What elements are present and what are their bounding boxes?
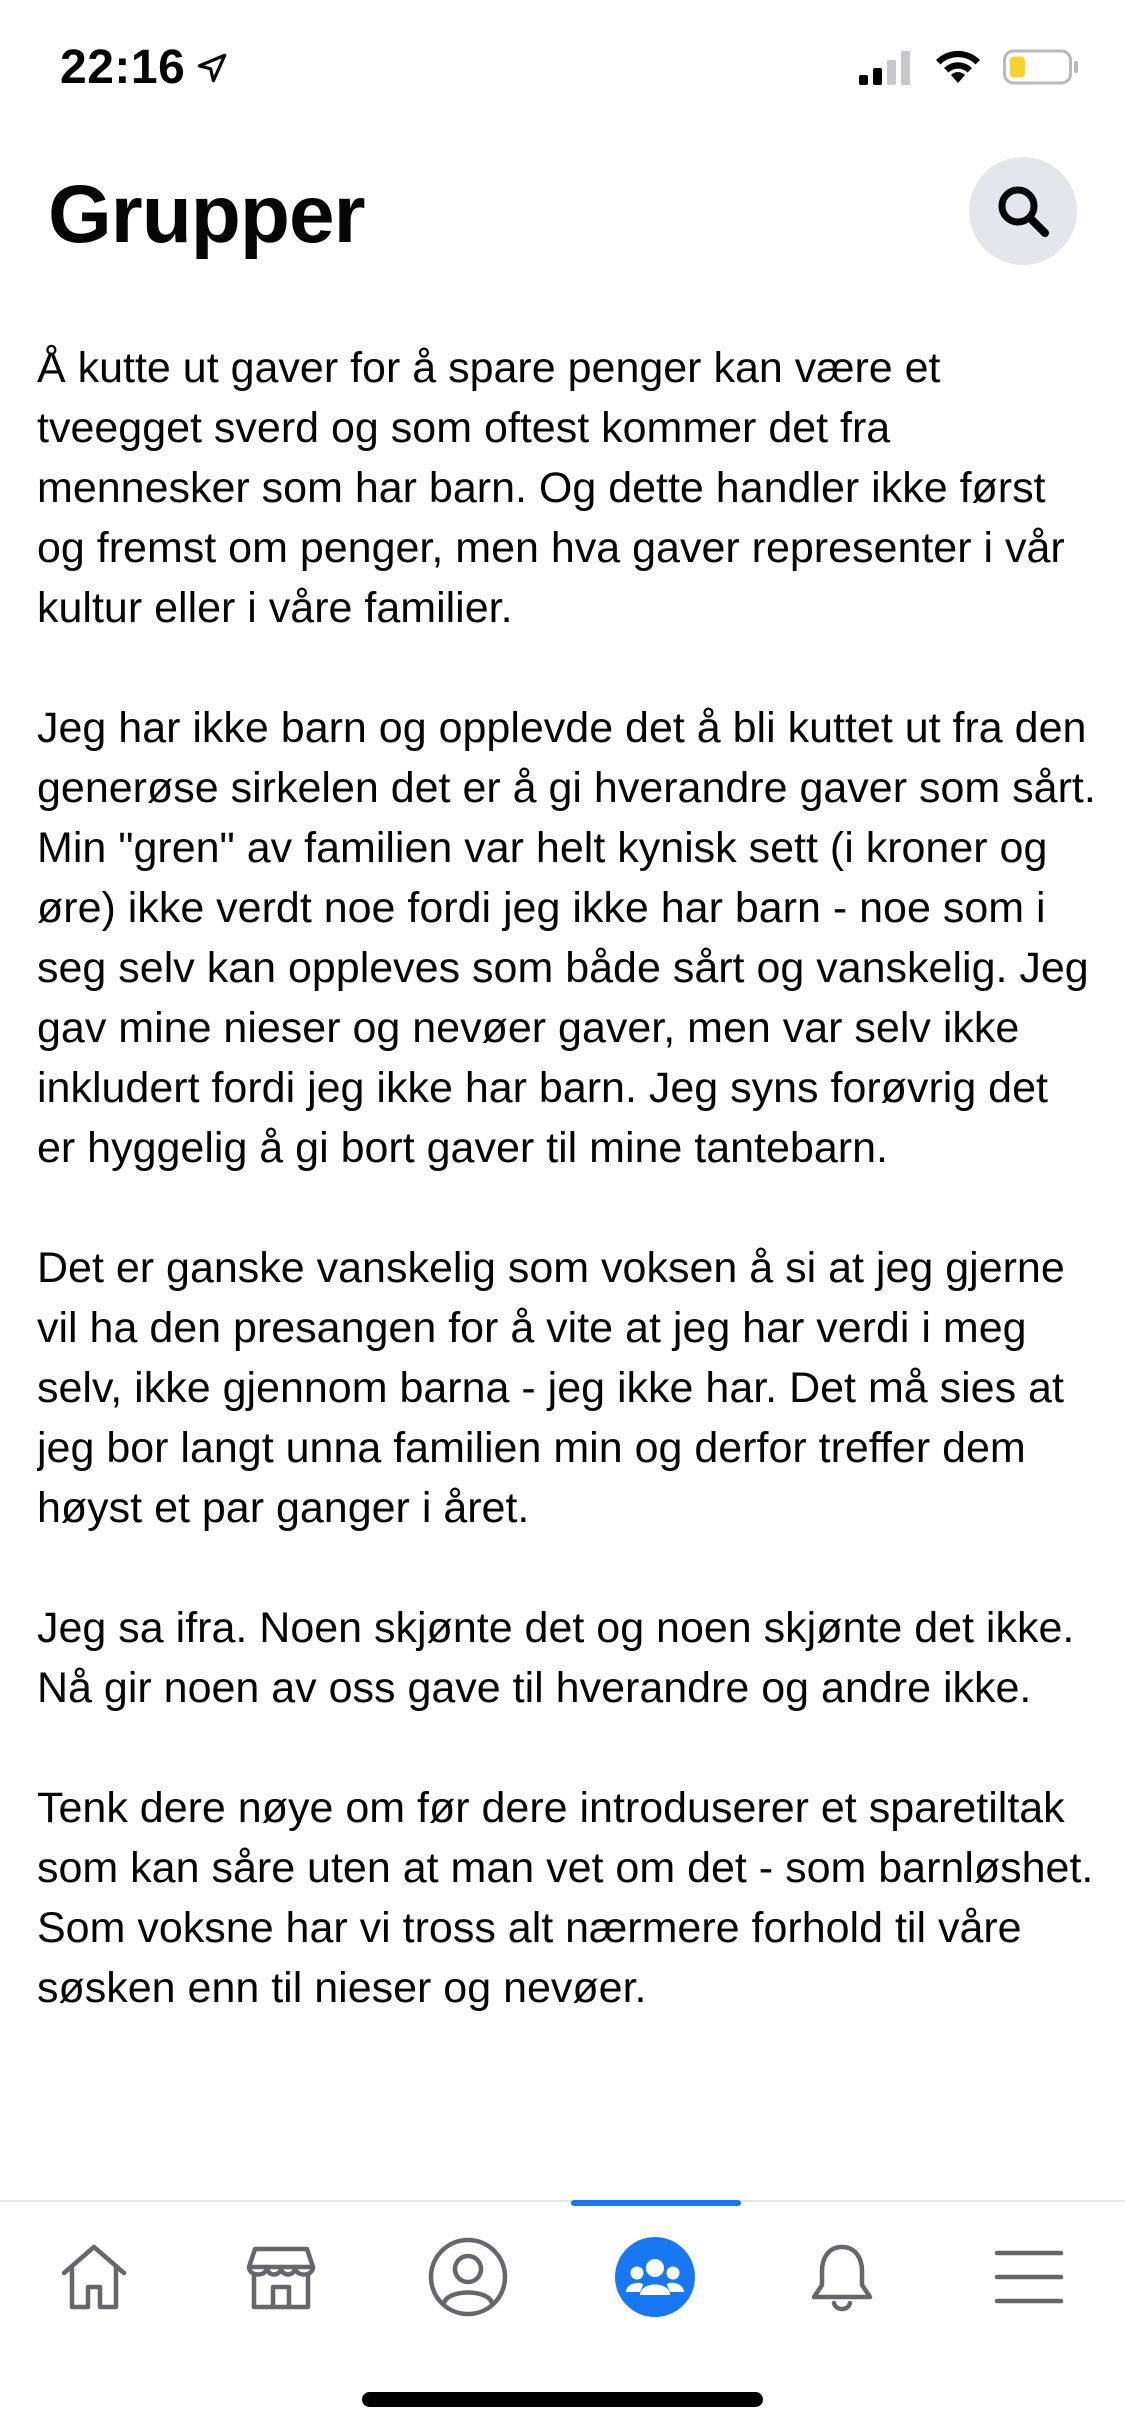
- tab-profile[interactable]: [374, 2202, 561, 2352]
- status-time: 22:16: [60, 41, 186, 94]
- post-body: [37, 338, 1097, 2198]
- cellular-signal-icon: [859, 49, 913, 85]
- marketplace-icon: [241, 2237, 321, 2317]
- post-paragraph: Å kutte ut gaver for å spare penger kan være et tveegget sverd og som oftest kommer det fra mennesker som har barn. Og dette handler ikke først og fremst om penger, men hva gaver representer i vår kultur eller i våre familier.: [37, 344, 1065, 632]
- page-title: Grupper: [48, 169, 365, 260]
- battery-icon: [1003, 48, 1079, 86]
- location-arrow-icon: [195, 51, 229, 85]
- profile-icon: [426, 2235, 510, 2319]
- battery-level: [1010, 57, 1025, 78]
- tab-groups[interactable]: [561, 2202, 748, 2352]
- wifi-icon: [933, 49, 983, 85]
- post-paragraph: Jeg sa ifra. Noen skjønte det og noen skjønte det ikke. Nå gir noen av oss gave til hverandre og andre ikke.: [37, 1604, 1075, 1712]
- search-button[interactable]: [969, 157, 1077, 265]
- search-icon: [993, 181, 1053, 241]
- post-paragraph: Tenk dere nøye om før dere introduserer et sparetiltak som kan såre uten at man vet om det - som barnløshet. Som voksne har vi tross alt nærmere forhold til våre søsken enn til nieser og nevøer.: [37, 1784, 1094, 2012]
- tab-marketplace[interactable]: [187, 2202, 374, 2352]
- post-paragraph: Det er ganske vanskelig som voksen å si at jeg gjerne vil ha den presangen for å vite at jeg har verdi i meg selv, ikke gjennom barna - jeg ikke har. Det må sies at jeg bor langt unna familien min og derfor treffer dem høyst et par ganger i året.: [37, 1244, 1065, 1532]
- home-indicator[interactable]: [362, 2392, 763, 2407]
- home-icon: [54, 2237, 134, 2317]
- header: [0, 140, 1125, 280]
- bell-icon: [802, 2237, 882, 2317]
- status-time-group: [60, 40, 229, 95]
- tab-home[interactable]: [0, 2202, 187, 2352]
- post-paragraph: Jeg har ikke barn og opplevde det å bli kuttet ut fra den generøse sirkelen det er å gi hverandre gaver som sårt. Min "gren" av familien var helt kynisk sett (i kroner og øre) ikke verdt noe fordi jeg ikke har barn - noe som i seg selv kan oppleves som både sårt og vanskelig. Jeg gav mine nieser og nevøer gaver, men var selv ikke inkludert fordi jeg ikke har barn. Jeg syns forøvrig det er hyggelig å gi bort gaver til mine tantebarn.: [37, 704, 1096, 1172]
- status-indicators: [859, 48, 1079, 86]
- menu-icon: [989, 2237, 1069, 2317]
- groups-icon: [613, 2235, 697, 2319]
- tab-menu[interactable]: [935, 2202, 1122, 2352]
- tab-notifications[interactable]: [748, 2202, 935, 2352]
- status-bar: [0, 0, 1125, 132]
